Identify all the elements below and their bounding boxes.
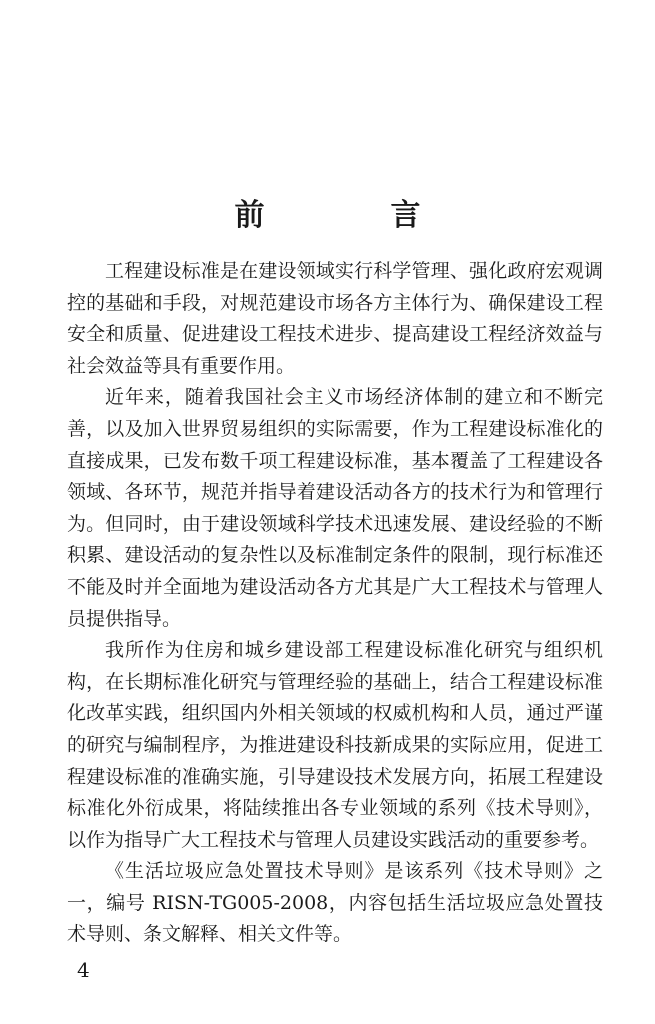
page-title: 前 言 bbox=[234, 198, 469, 234]
paragraph: 近年来，随着我国社会主义市场经济体制的建立和不断完善，以及加入世界贸易组织的实际需要，作为工程建设标准化的直接成果，已发布数千项工程建设标准，基本覆盖了工程建设各领域、各环节，规范并指导着建设活动各方的技术行为和管理行为。但同时，由于建设领域科学技术迅速发展、建设经验的不断积累、建设活动的复杂性以及标准制定条件的限制，现行标准还不能及时并全面地为建设活动各方尤其是广大工程技术与管理人员提供指导。 bbox=[67, 386, 603, 630]
body-text bbox=[67, 256, 603, 951]
paragraph: 《生活垃圾应急处置技术导则》是该系列《技术导则》之一，编号 RISN-TG005-2008，内容包括生活垃圾应急处置技术导则、条文解释、相关文件等。 bbox=[67, 860, 603, 946]
paragraph: 我所作为住房和城乡建设部工程建设标准化研究与组织机构，在长期标准化研究与管理经验的基础上，结合工程建设标准化改革实践，组织国内外相关领域的权威机构和人员，通过严谨的研究与编制程序，为推进建设科技新成果的实际应用，促进工程建设标准的准确实施，引导建设技术发展方向，拓展工程建设标准化外衍成果，将陆续推出各专业领域的系列《技术导则》，以作为指导广大工程技术与管理人员建设实践活动的重要参考。 bbox=[67, 639, 603, 851]
paragraph: 工程建设标准是在建设领域实行科学管理、强化政府宏观调控的基础和手段，对规范建设市场各方主体行为、确保建设工程安全和质量、促进建设工程技术进步、提高建设工程经济效益与社会效益等具有重要作用。 bbox=[67, 260, 603, 377]
page-number: 4 bbox=[77, 958, 90, 982]
